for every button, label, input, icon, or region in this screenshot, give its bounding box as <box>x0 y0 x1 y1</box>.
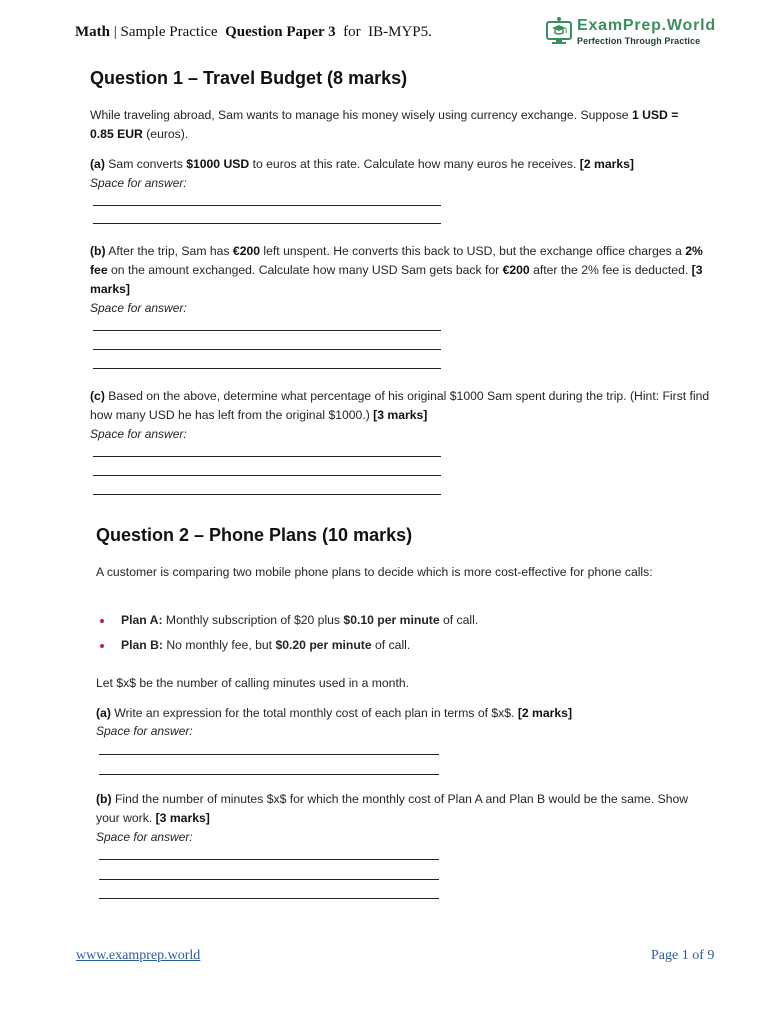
q2b-label: (b) <box>96 792 112 806</box>
q2a-marks: [2 marks] <box>517 706 573 720</box>
q1b-space-label: Space for answer: <box>90 301 187 315</box>
plan-a-text <box>121 613 478 627</box>
answer-line[interactable] <box>99 859 439 860</box>
header-paper: Question Paper 3 <box>225 24 336 40</box>
q1-intro <box>90 106 700 144</box>
logo-name: ExamPrep.World <box>577 17 716 34</box>
answer-line[interactable] <box>93 368 441 369</box>
answer-line[interactable] <box>99 774 439 775</box>
q1a-amount: $1000 USD <box>186 157 250 171</box>
plan-b-desc: No monthly fee, but <box>162 638 276 652</box>
q1-part-a <box>90 155 710 174</box>
q1a-marks: [2 marks] <box>579 157 634 171</box>
q1-intro-tail: (euros). <box>142 127 189 141</box>
examprep-logo <box>545 16 715 48</box>
q2-title: Question 2 – Phone Plans (10 marks) <box>96 525 413 545</box>
q2a-space-label: Space for answer: <box>96 724 193 738</box>
q2b-marks: [3 marks] <box>155 811 210 825</box>
answer-line[interactable] <box>99 879 439 880</box>
q1b-label: (b) <box>90 244 106 258</box>
q1a-label: (a) <box>90 157 105 171</box>
plan-b-label: Plan B: <box>121 638 163 652</box>
answer-line[interactable] <box>93 223 441 224</box>
answer-line[interactable] <box>99 754 439 755</box>
q1b-euro2: €200 <box>502 263 530 277</box>
header-separator: | <box>110 24 121 40</box>
plan-a-rate: $0.10 per minute <box>343 613 440 627</box>
logo-tagline: Perfection Through Practice <box>577 36 701 46</box>
q1b-fee: 2% fee <box>90 244 703 277</box>
plan-b-tail: of call. <box>371 638 411 652</box>
plan-b-text <box>121 638 410 652</box>
q1b-euro: €200 <box>232 244 261 258</box>
page-header <box>75 24 432 41</box>
plan-a-label: Plan A: <box>121 613 163 627</box>
answer-line[interactable] <box>93 456 441 457</box>
q1-part-c <box>90 387 710 425</box>
q2b-text: Find the number of minutes $x$ for which the monthly cost of Plan A and Plan B would be the same. Show your work. <box>96 792 689 825</box>
header-practice: Sample Practice <box>120 24 218 40</box>
q1b-text3: on the amount exchanged. Calculate how many USD Sam gets back for <box>107 263 503 277</box>
bullet-dot <box>100 619 104 623</box>
answer-line[interactable] <box>99 898 439 899</box>
q1c-text: Based on the above, determine what percentage of his original $1000 Sam spent during the trip. (Hint: First find how many USD he has left from the original $1000.) <box>90 389 710 422</box>
answer-line[interactable] <box>93 205 441 206</box>
q1a-text: Sam converts <box>104 157 187 171</box>
plan-a-desc: Monthly subscription of $20 plus <box>162 613 344 627</box>
page-number: Page 1 of 9 <box>651 948 715 963</box>
header-for: for <box>343 24 361 40</box>
q1b-text2: left unspent. He converts this back to USD, but the exchange office charges a <box>260 244 686 258</box>
plan-a-tail: of call. <box>439 613 479 627</box>
header-level: IB-MYP5. <box>368 24 432 40</box>
q1-title: Question 1 – Travel Budget (8 marks) <box>90 68 408 88</box>
q1-part-b <box>90 242 710 299</box>
q1a-space-label: Space for answer: <box>90 176 187 190</box>
answer-line[interactable] <box>93 475 441 476</box>
q2a-label: (a) <box>96 706 111 720</box>
q1b-text4: after the 2% fee is deducted. <box>529 263 692 277</box>
q1c-label: (c) <box>90 389 105 403</box>
q1-intro-rate: 1 USD = 0.85 EUR <box>90 108 679 141</box>
q2-intro: A customer is comparing two mobile phone plans to decide which is more cost-effective for phone calls: <box>96 565 653 579</box>
q2-part-a <box>96 704 696 723</box>
q1a-text2: to euros at this rate. Calculate how many euros he receives. <box>249 157 580 171</box>
q1c-space-label: Space for answer: <box>90 427 187 441</box>
q1-intro-text: While traveling abroad, Sam wants to manage his money wisely using currency exchange. Suppose <box>90 108 632 122</box>
plan-b-rate: $0.20 per minute <box>275 638 372 652</box>
answer-line[interactable] <box>93 349 441 350</box>
q2b-space-label: Space for answer: <box>96 830 193 844</box>
graduate-screen-icon <box>545 16 573 46</box>
footer-website-link[interactable]: www.examprep.world <box>76 948 201 963</box>
answer-line[interactable] <box>93 494 441 495</box>
header-subject: Math <box>75 24 110 40</box>
answer-line[interactable] <box>93 330 441 331</box>
q2-part-b <box>96 790 696 828</box>
q2-let: Let $x$ be the number of calling minutes used in a month. <box>96 676 410 690</box>
q2a-text: Write an expression for the total monthly cost of each plan in terms of $x$. <box>110 706 518 720</box>
q1c-marks: [3 marks] <box>373 408 428 422</box>
bullet-dot <box>100 644 104 648</box>
q1b-marks: [3 marks] <box>90 263 703 296</box>
q1b-text: After the trip, Sam has <box>105 244 233 258</box>
